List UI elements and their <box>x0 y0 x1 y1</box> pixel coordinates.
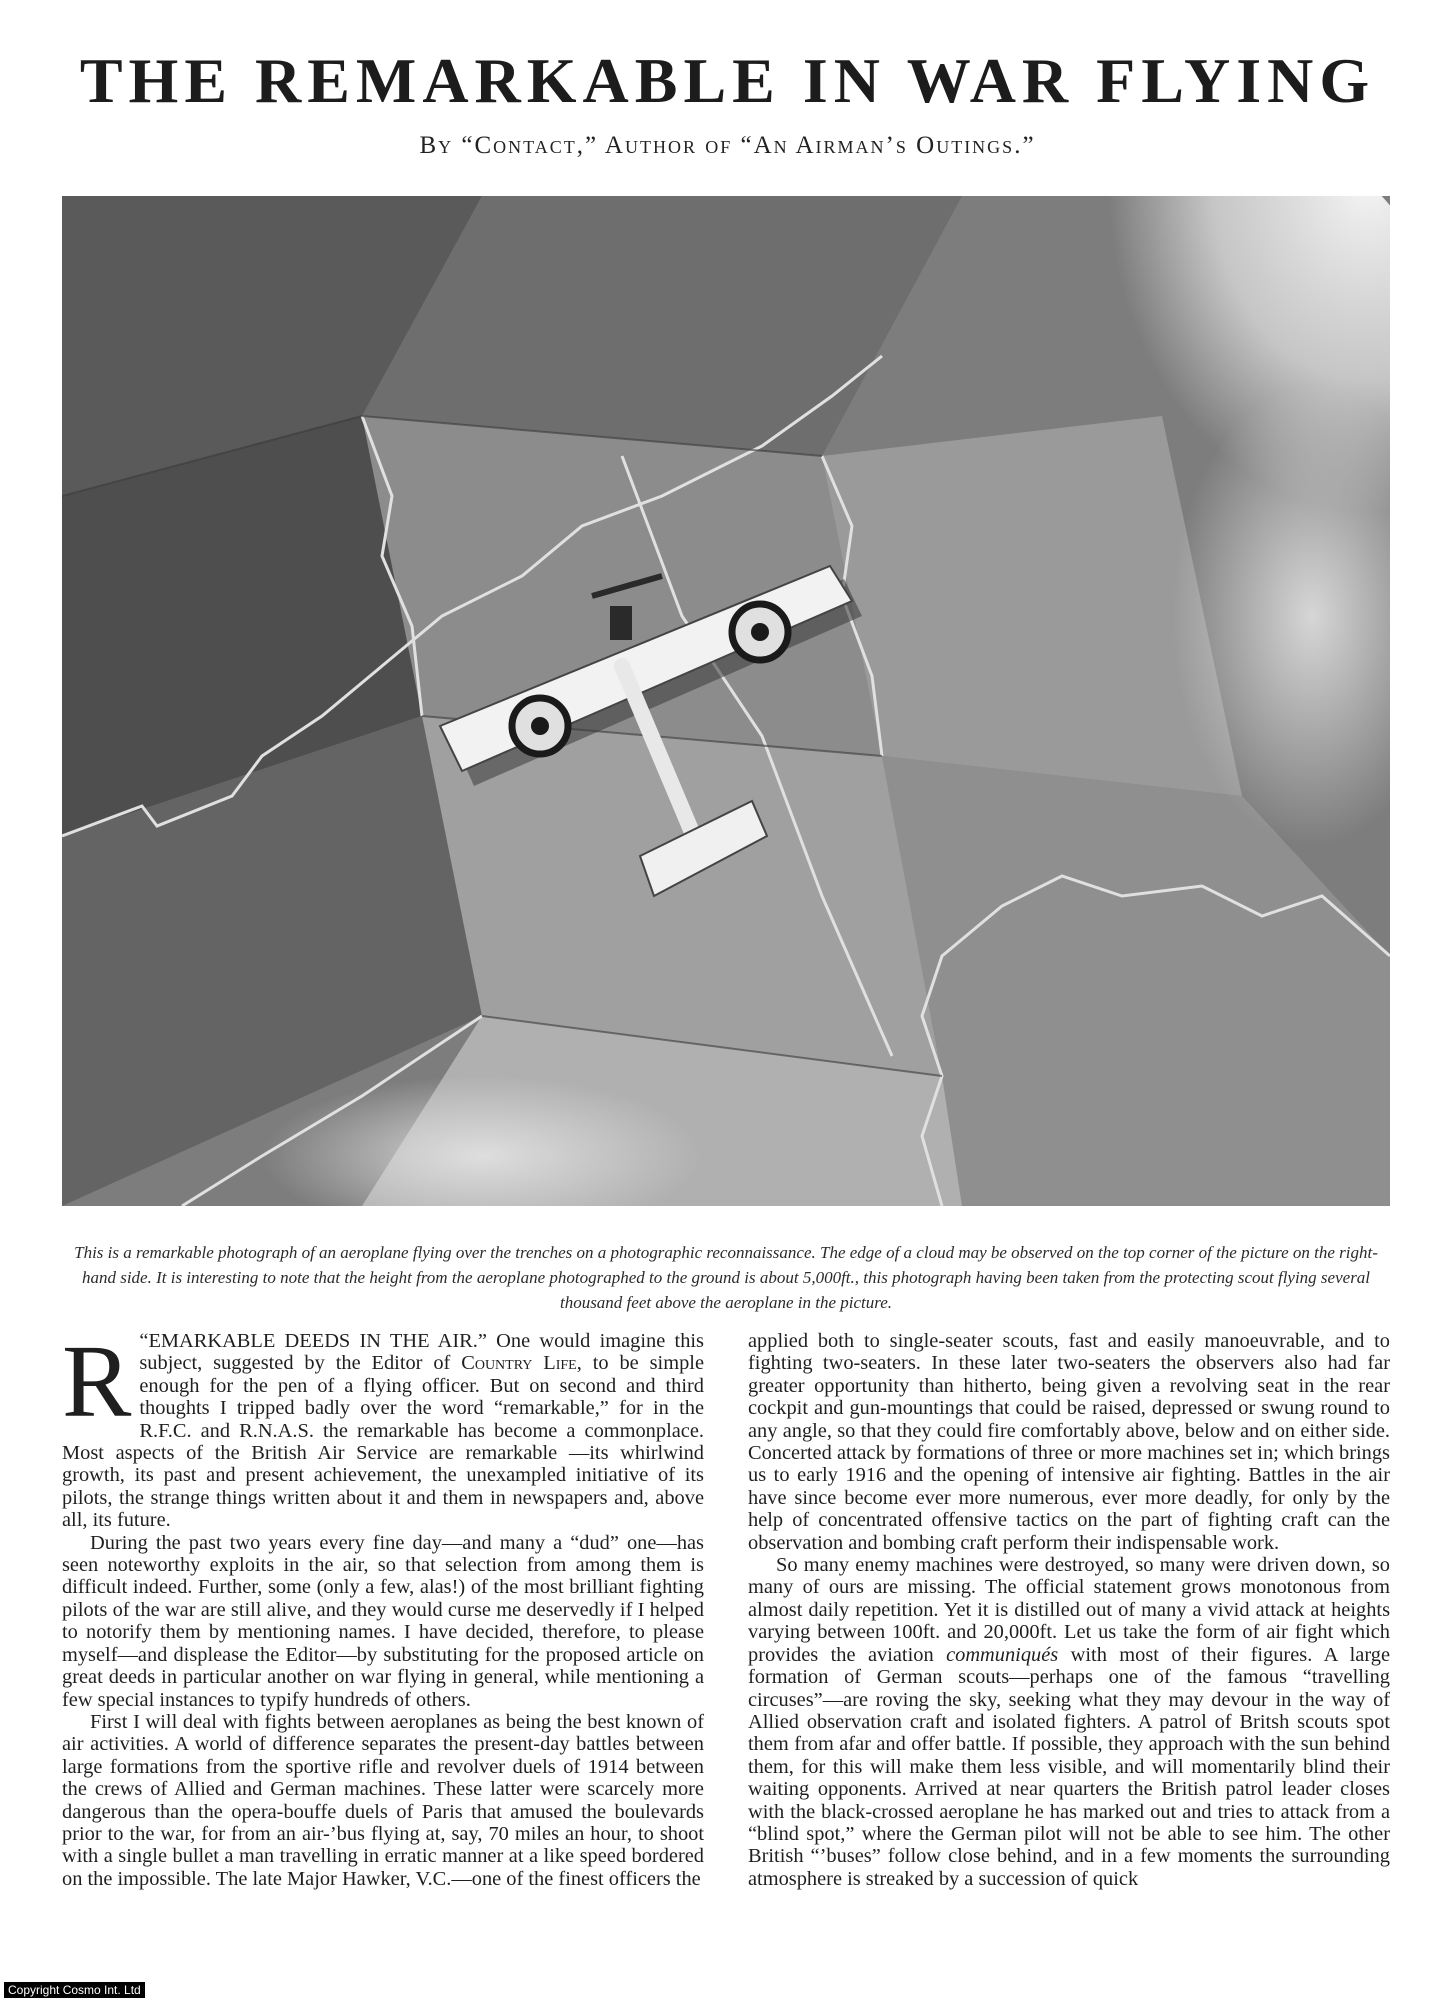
paragraph: First I will deal with fights between aeroplanes as being the best known of air activities. A world of difference separates the present-day battles between large formations from the sportive rifle and revolver duels of 1914 between the crews of Allied and German machines. These latter were scarcely more dangerous than the opera-bouffe duels of Paris that amused the boulevards prior to the war, for from an air-’bus flying at, say, 70 miles an hour, to shoot with a single bullet a man travelling in erratic manner at a like speed bordered on the impossible. The late Major Hawker, V.C.—one of the finest officers the <box>62 1710 704 1890</box>
aerial-photograph <box>62 196 1390 1206</box>
paragraph: So many enemy machines were destroyed, so many were driven down, so many of ours are missing. The official statement grows monotonous from almost daily repetition. Yet it is distilled out of many a vivid attack at heights varying between 100ft. and 20,000ft. Let us take the form of air fight which provides the aviation communiqués with most of their figures. A large formation of German scouts—perhaps one of the famous “travelling circuses”—are roving the sky, seeking what they may devour in the way of Allied observation craft and isolated fighters. A patrol of Britsh scouts spot them from afar and offer battle. If possible, they approach with the sun behind them, for this will make them less visible, and will momentarily blind their waiting opponents. Arrived at near quarters the British patrol leader closes with the black-crossed aeroplane he has marked out and tries to attack from a “blind spot,” where the German pilot will not be able to see him. The other British “’buses” follow close behind, and in a few moments the surrounding atmosphere is streaked by a succession of quick <box>748 1554 1390 1890</box>
drop-cap: R <box>62 1324 132 1439</box>
article-byline: By “Contact,” Author of “An Airman’s Outings.” <box>419 132 1036 159</box>
paragraph: “ R EMARKABLE DEEDS IN THE AIR.” One would imagine this subject, suggested by the Editor of Country Life, to be simple enough for the pen of a flying officer. But on second and third thoughts I tripped badly over the word “remarkable,” for in the R.F.C. and R.N.A.S. the remarkable has become a commonplace. Most aspects of the British Air Service are remarkable —its whirlwind growth, its past and present achievement, the unexampled initiative of its pilots, the strange things written about it and them in newspapers and, above all, its future. <box>62 1324 704 1532</box>
article-title: THE REMARKABLE IN WAR FLYING <box>79 45 1376 116</box>
paragraph: During the past two years every fine day—and many a “dud” one—has seen noteworthy exploits in the air, so that selection from among them is difficult indeed. Further, some (only a few, alas!) of the most brilliant fighting pilots of the war are still alive, and they would curse me deservedly if I helped to notorify them by mentioning names. I have decided, therefore, to please myself—and displease the Editor—by substituting for the proposed article on great deeds in particular another on war flying in general, while mentioning a few special instances to typify hundreds of others. <box>62 1531 704 1711</box>
photo-caption: This is a remarkable photograph of an aeroplane flying over the trenches on a photographic reconnaissance. The edge of a cloud may be observed on the top corner of the picture on the right-hand side. It is interesting to note that the height from the aeroplane photographed to the ground is about 5,000ft., this photograph having been taken from the protecting scout flying several thousand feet above the aeroplane in the picture. <box>74 1243 1378 1312</box>
copyright-notice: Copyright Cosmo Int. Ltd <box>4 1982 145 1998</box>
paragraph: applied both to single-seater scouts, fast and easily manoeuvrable, and to fighting two-seaters. In these later two-seaters the observers also had far greater opportunity than hitherto, being given a revolving seat in the rear cockpit and gun-mountings that could be raised, depressed or swung round to any angle, so that they could fire comfortably above, below and on either side. Concerted attack by formations of three or more machines set in; which brings us to early 1916 and the opening of intensive air fighting. Battles in the air have since become ever more numerous, ever more deadly, for only by the help of concentrated offensive tactics on the part of fighting craft can the observation and bombing craft perform their indispensable work. <box>748 1330 1390 1554</box>
article-column-left <box>62 1324 704 1890</box>
article-column-right <box>748 1330 1390 1890</box>
